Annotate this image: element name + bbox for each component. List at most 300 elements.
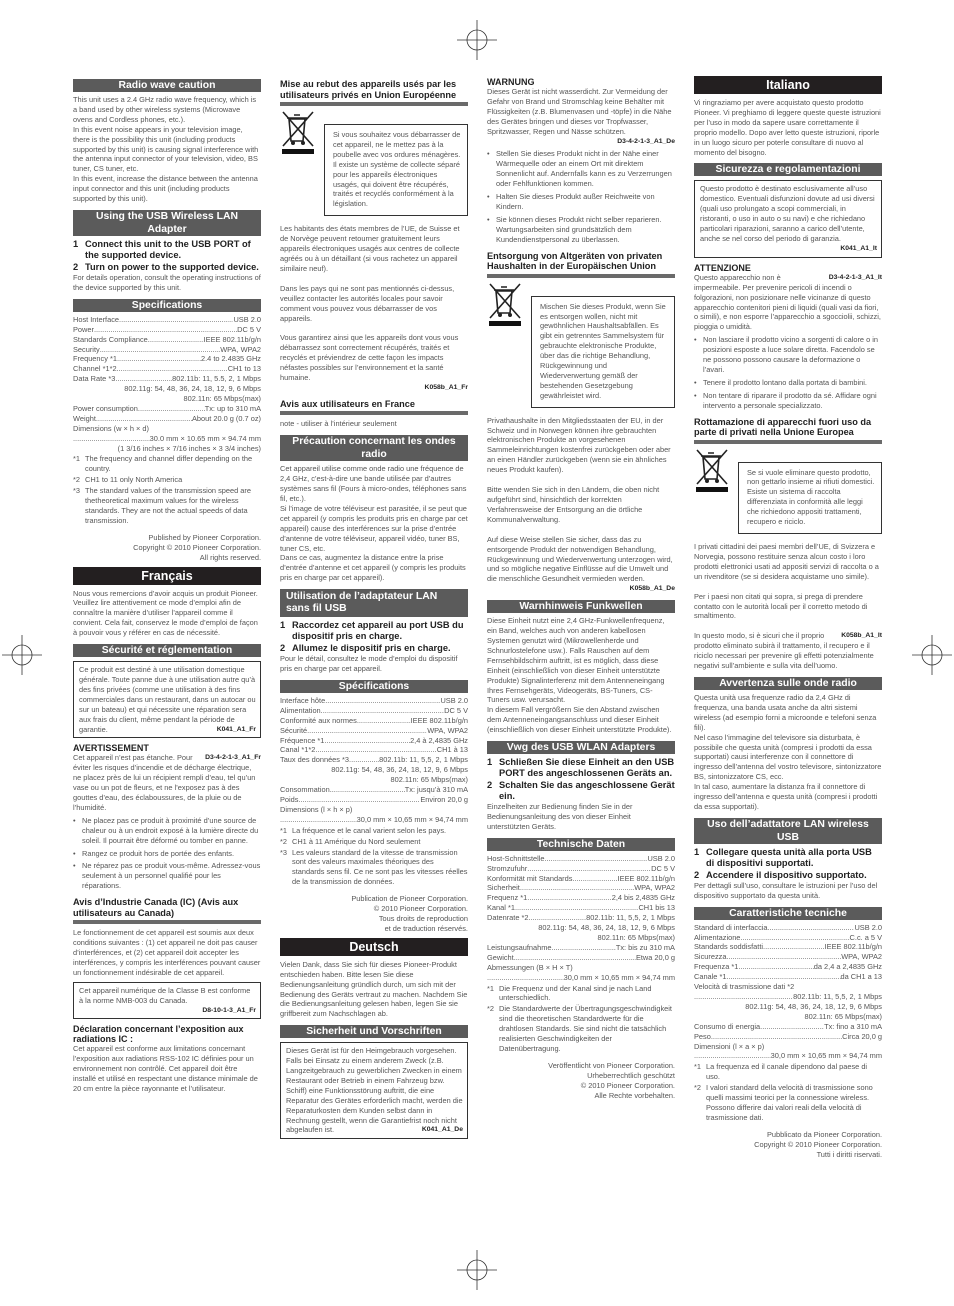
footnote: [487, 1004, 675, 1054]
spec-row: [694, 992, 882, 1002]
publisher-line: Publication de Pioneer Corporation.: [351, 894, 468, 904]
document-code: K058b_A1_De: [629, 585, 675, 593]
spec-row: [73, 354, 261, 364]
spec-leader: [794, 982, 882, 992]
paragraph-text: Vous garantirez ainsi que les appareils dont vous vous débarrassez sont correctement récupérés, traités et recyclés et préviendrez de cette façon les impacts néfastes possibles sur l’environnement et la santé humaine.: [280, 333, 459, 383]
paragraph-text: Nel caso l’immagine del televisore sia disturbata, è possibile che questa unità (compresi i prodotti da essa supportati) causi interferenze con il connettore di ingresso dell’antenna del vostro televisore, sintonizzatore BS, sintonizzatore CS, ecc.: [694, 732, 882, 782]
paragraph: [487, 87, 675, 146]
publisher-line: et de traduction réservés.: [384, 923, 468, 933]
bullet-text: Rangez ce produit hors de portée des enfants.: [82, 848, 235, 858]
spec-leader: [325, 696, 440, 706]
spec-leader: [357, 716, 411, 726]
spec-row: [280, 805, 468, 815]
bullet-text: Tenere il prodotto lontano dalla portata di bambini.: [703, 377, 867, 387]
spec-value: C.c. a 5 V: [849, 932, 882, 942]
instruction-step: [280, 643, 468, 654]
spec-leader: [694, 992, 793, 1002]
spec-value: WPA, WPA2: [634, 883, 675, 893]
spec-value-continued: 802.11g: 54, 48, 36, 24, 18, 12, 9, 6 Mbps: [124, 384, 261, 394]
spec-row: [694, 962, 882, 972]
spec-leader: [552, 943, 616, 953]
spec-value: Circa 20,0 g: [842, 1031, 882, 1041]
spec-leader: [115, 374, 172, 384]
paragraph: [73, 928, 261, 978]
spec-label: Stromzufuhr: [487, 863, 528, 873]
paragraph: [280, 654, 468, 674]
section-heading: Sicurezza e regolamentazioni: [694, 163, 882, 176]
spec-row: [694, 972, 882, 982]
paragraph: [694, 733, 882, 783]
bullet-icon: •: [694, 377, 697, 387]
spec-leader: [527, 893, 611, 903]
paragraph-text: Nous vous remercions d’avoir acquis un produit Pioneer. Veuillez lire attentivement ce mode d’emploi afin de connaître la manière d’utiliser l’appareil comme il convient. Cela fait, conservez le mode d’emploi de façon à pouvoir vous y référer en cas de nécessité.: [73, 588, 258, 638]
spec-leader: [726, 972, 840, 982]
paragraph-text: Pour le détail, consultez le mode d’emploi du dispositif pris en charge par cet appareil.: [280, 654, 458, 674]
bullet-icon: •: [73, 848, 76, 858]
spec-row: [487, 874, 675, 884]
spec-value: 802.11b: 11, 5,5, 2, 1 Mbps: [379, 755, 468, 765]
spec-label: Dimensioni (l × a × p): [694, 1041, 765, 1051]
instruction-step: [73, 239, 261, 261]
subsection-title: Mise au rebut des appareils usés par les utilisateurs privés en Union Européenne: [280, 79, 468, 106]
warning-label: WARNUNG: [487, 77, 535, 87]
footnote-text: I valori standard della velocità di trasmissione sono quelli massimi teorici per la connessione wireless. Possono differire dai valori reali della velocità di trasmissione dati.: [706, 1083, 873, 1122]
crossed-bin-icon: [280, 110, 316, 157]
spec-label: Taux des données *3: [280, 755, 350, 765]
bullet-item: [694, 378, 882, 388]
column-italian: [694, 73, 882, 1164]
spec-value: USB 2.0: [854, 922, 882, 932]
spec-label: Consumo di energia: [694, 1021, 761, 1031]
notice-text: Ce produit est destiné à une utilisation domestique générale. Toute panne due à une utilisation autre qu’à des fins privées (comme une utilisation à des fins commerciales dans un restaurant, dans un autocar ou sur un bateau) et qui nécessite une réparation sera aux frais du client, même pendant la période de garantie.: [79, 665, 256, 734]
notice-text: Dieses Gerät ist für den Heimgebrauch vorgesehen. Falls bei Einsatz zu einem anderem Zweck (z.B. Langzeitgebrauch zu gewerblichen Zwecken in einem Restaurant oder Betrieb in einem Fahrzeug bzw. Schiff) eine Funktionsstörung auftritt, die eine Reparatur des Gerätes erforderlich macht, werden die Reparaturkosten dem Kunden selbst dann in Rechnung gestellt, wenn die Garantiefrist noch nicht abgelaufen ist.: [286, 1046, 463, 1135]
spec-row: [280, 745, 468, 755]
spec-row: [73, 424, 261, 434]
spec-value: IEEE 802.11b/g/n: [410, 715, 468, 725]
section-heading: Utilisation de l’adaptateur LAN sans fil USB: [280, 589, 468, 617]
paragraph-text: This unit uses a 2.4 GHz radio wave frequency, which is a band used by other wireless systems (Microwave ovens and Cordless phones, etc.).: [73, 95, 257, 124]
spacer: [487, 525, 675, 535]
document-code: K058b_A1_Fr: [424, 383, 468, 391]
spec-row: [280, 785, 468, 795]
section-heading: Sécurité et réglementation: [73, 644, 261, 657]
bullet-item: [73, 816, 261, 846]
spec-value: CH1 bis 13: [638, 903, 675, 913]
spacer: [487, 475, 675, 485]
paragraph: [694, 782, 882, 812]
spec-value: 2,4 bis 2,4835 GHz: [611, 893, 675, 903]
spec-row: [73, 364, 261, 374]
spec-label: Power: [73, 324, 94, 334]
spec-leader: [94, 325, 237, 335]
spec-value: USB 2.0: [233, 314, 261, 324]
spec-row: [487, 893, 675, 903]
paragraph: [487, 802, 675, 832]
spec-row: [694, 942, 882, 952]
bullet-item: [694, 335, 882, 375]
spec-value: 30.0 mm × 10.65 mm × 94.74 mm: [149, 433, 261, 443]
paragraph: [487, 616, 675, 705]
publisher-line: Pubblicato da Pioneer Corporation.: [766, 1129, 882, 1139]
step-number: 2: [694, 869, 700, 880]
spec-row: [73, 404, 261, 414]
instruction-step: [487, 780, 675, 802]
weee-text: Mischen Sie dieses Produkt, wenn Sie es entsorgen wollen, nicht mit gewöhnlichen Haushaltsabfällen. Es gibt ein getrenntes Sammelsystem für gebrauchte elektronische Produkte, über das die richtige Behandlung, Rückgewinnung und Wiederverwertung gemäß der bestehenden Gesetzgebung gewährleistet wird.: [540, 301, 666, 400]
footnote-mark: *3: [73, 486, 80, 496]
spec-value: USB 2.0: [647, 853, 675, 863]
notice-text: Cet appareil numérique de la Classe B est conforme à la norme NMB-003 du Canada.: [79, 985, 251, 1005]
column-english-french: [73, 73, 261, 1094]
spec-row: [280, 815, 468, 825]
spec-row: [280, 736, 468, 746]
weee-text: Se si vuole eliminare questo prodotto, non gettarlo insieme ai rifiuti domestici. Esiste un sistema di raccolta differenziata in conformità alle leggi che richiedono appositi trattamenti, recupero e riciclo.: [747, 467, 875, 527]
paragraph: [73, 273, 261, 293]
spec-leader: [763, 942, 825, 952]
spec-value: DC 5 V: [237, 324, 261, 334]
spacer: [694, 582, 882, 592]
spec-leader: [694, 1051, 771, 1061]
spec-value: IEEE 802.11b/g/n: [203, 334, 261, 344]
bullet-item: [487, 149, 675, 189]
spec-value: WPA, WPA2: [841, 952, 882, 962]
spec-leader: [307, 726, 427, 736]
spec-leader: [321, 706, 445, 716]
spec-label: Standard di interfaccia: [694, 922, 768, 932]
weee-box: [738, 462, 882, 534]
spec-value: Tx: bis zu 310 mA: [615, 942, 675, 952]
section-heading: Specifications: [73, 299, 261, 312]
paragraph-text: Vielen Dank, dass Sie sich für dieses Pioneer-Produkt entschieden haben. Bitte lesen Sie diese Bedienungsanleitung gründlich durch, um sich mit der Bedienung des Geräts vertraut zu machen. Nachdem Sie die Bedienungsanleitung gelesen haben, legen Sie sie griffbereit zum Nachschlagen ab.: [280, 959, 468, 1019]
spec-row: [487, 973, 675, 983]
document-code: D8-10-1-3_A1_Fr: [202, 1006, 256, 1014]
publisher-info: [694, 1130, 882, 1160]
spec-value: 2.4 to 2.4835 GHz: [201, 354, 261, 364]
document-code: D3-4-2-1-3_A1_De: [617, 137, 675, 145]
paragraph: [73, 125, 261, 175]
bullet-icon: •: [694, 390, 697, 400]
spec-label: Frequenz *1: [487, 893, 528, 903]
paragraph-text: note - utiliser à l’intérieur seulement: [280, 419, 397, 429]
paragraph: [73, 753, 261, 812]
paragraph-text: Privathaushalte in den Mitgliedsstaaten der EU, in der Schweiz und in Norwegen können ihre gebrauchten elektronischen Produkte an vorgesehenen Sammeleinrichtungen kostenfrei zurückgeben oder aber an einen Händler zurückgeben (wenn sie ein ähnliches neues Produkt kaufen).: [487, 415, 671, 475]
step-number: 1: [280, 620, 286, 631]
step-number: 2: [73, 261, 79, 272]
section-heading: Caratteristiche tecniche: [694, 907, 882, 920]
spec-leader: [96, 414, 192, 424]
subsection-title: Avis d’Industrie Canada (IC) (Avis aux utilisateurs au Canada): [73, 897, 261, 924]
spec-value: WPA, WPA2: [427, 725, 468, 735]
section-heading: Précaution concernant les ondes radio: [280, 435, 468, 461]
footnote-text: CH1 to 11 only North America: [85, 475, 183, 485]
spec-value: DC 5 V: [651, 863, 675, 873]
spec-label: Channel *1*2: [73, 364, 117, 374]
bullet-item: [487, 192, 675, 212]
paragraph-text: In this event noise appears in your television image, there is the possibility this unit (including products supported by this unit) is causing signal interference with the antenna input connector of your television, video, BS tuner, CS tuner, etc.: [73, 124, 259, 174]
spec-value: da 2,4 a 2,4835 GHz: [813, 962, 882, 972]
footnote: [694, 1083, 882, 1123]
spec-value: 30,0 mm × 10,65 mm × 94,74 mm: [356, 814, 468, 824]
spec-value-continued: 802.11n: 65 Mbps(max): [390, 775, 468, 785]
spec-value: IEEE 802.11b/g/n: [824, 942, 882, 952]
paragraph-text: Vi ringraziamo per avere acquistato questo prodotto Pioneer. Vi preghiamo di leggere queste queste istruzioni per l’uso in modo da sapere usare correttamente il proprio modello. Dopo aver letto queste istruzioni, riporle in un luogo sicuro per poterle consultare di nuovo al momento del bisogno.: [694, 98, 881, 157]
spec-label: Konformität mit Standards: [487, 873, 573, 883]
spec-label: Interface hôte: [280, 695, 326, 705]
paragraph-text: Les habitants des états membres de l’UE, de Suisse et de Norvège peuvent retourner gratuitement leurs appareils électroniques usagés aux centres de collecte agréés ou à un détaillant (si vous rachetez un appareil similaire neuf).: [280, 224, 460, 273]
paragraph-text: In this event, increase the distance between the antenna input connector and this unit (including products supported by this unit).: [73, 174, 258, 204]
crop-mark-icon: [2, 635, 42, 675]
instruction-step: [694, 847, 882, 869]
spec-label: Abmessungen (B × H × T): [487, 962, 573, 972]
footnote-mark: *1: [73, 454, 80, 464]
step-text: Connect this unit to the USB PORT of the supported device.: [85, 238, 251, 260]
footnote: [280, 848, 468, 888]
footnote-text: La fréquence et le canal varient selon les pays.: [292, 825, 447, 835]
spec-row: [694, 923, 882, 933]
paragraph-text: In diesem Fall vergrößern Sie den Abstand zwischen dem Antenneneingangsanschluss und dieser Einheit (einschließlich von dieser Einheit unterstützte Produkte).: [487, 705, 672, 735]
paragraph: [280, 504, 468, 554]
spec-leader: [100, 345, 221, 355]
section-heading: Vwg des USB WLAN Adapters: [487, 741, 675, 754]
paragraph-text: Si l’image de votre téléviseur est parasitée, il se peut que cet appareil (y compris les produits pris en charge par cet appareil) cause des interférences sur la prise d’entrée d’antenne de votre téléviseur, appareil vidéo, tuner BS, tuner CS, etc.: [280, 503, 468, 553]
spec-label: Weight: [73, 413, 96, 423]
spec-label: Standards soddisfatti: [694, 942, 764, 952]
paragraph: [694, 592, 882, 622]
publisher-line: © 2010 Pioneer Corporation.: [580, 1080, 675, 1090]
spec-label: Poids: [280, 795, 299, 804]
paragraph: [694, 273, 882, 332]
language-heading: Italiano: [694, 76, 882, 94]
crossed-bin-icon: [487, 282, 523, 329]
spec-value: DC 5 V: [444, 705, 468, 715]
spec-value: About 20.0 g (0.7 oz): [191, 413, 261, 423]
publisher-line: Veröffentlicht von Pioneer Corporation.: [548, 1060, 675, 1070]
document-code: K058b_A1_It: [841, 632, 882, 640]
notice-box: [280, 1042, 468, 1139]
publisher-info: [280, 894, 468, 934]
spec-value: Tx: up to 310 mA: [204, 403, 261, 413]
step-text: Turn on power to the supported device.: [85, 261, 259, 272]
section-heading: Using the USB Wireless LAN Adapter: [73, 210, 261, 236]
paragraph: [280, 464, 468, 504]
spec-value: Etwa 20,0 g: [635, 952, 675, 962]
spec-leader: [527, 864, 651, 874]
crop-mark-icon: [912, 635, 952, 675]
notice-box: [73, 982, 261, 1020]
spec-row: [280, 795, 468, 805]
footnote-mark: *3: [280, 847, 287, 857]
spec-row: [694, 1051, 882, 1061]
crop-mark-icon: [457, 20, 497, 60]
step-text: Schließen Sie diese Einheit an den USB PORT des angeschlossenen Geräts an.: [499, 757, 675, 779]
bullet-icon: •: [487, 214, 490, 224]
notice-box: [694, 180, 882, 257]
spec-label: Power consumption: [73, 403, 138, 413]
section-heading: Technische Daten: [487, 838, 675, 851]
bullet-text: Non tentare di riparare il prodotto da sé. Affidare ogni intervento a personale specializzato.: [703, 390, 877, 410]
crossed-bin-icon: [694, 448, 730, 495]
section-heading: Spécifications: [280, 680, 468, 693]
spec-label: Data Rate *3: [73, 374, 116, 384]
spec-leader: [529, 913, 587, 923]
paragraph-text: For details operation, consult the operating instructions of the device supported by this unit.: [73, 272, 261, 292]
document-code: K041_A1_It: [840, 244, 877, 252]
spec-leader: [299, 795, 421, 805]
spec-row: [73, 414, 261, 424]
bullet-icon: •: [73, 861, 76, 871]
weee-notice: [694, 448, 882, 534]
bullet-item: [694, 391, 882, 411]
spec-value: CH1 à 13: [436, 745, 468, 755]
spec-label: Alimentation: [280, 705, 321, 715]
paragraph-text: Bitte wenden Sie sich in den Ländern, die oben nicht aufgeführt sind, hinsichtlich der korrekten Verfahrensweise der Entsorgung an die örtliche Kommunalverwaltung.: [487, 485, 660, 524]
step-text: Allumez le dispositif pris en charge.: [292, 643, 451, 654]
footnote: [280, 826, 468, 836]
column-french-german: [280, 73, 468, 1144]
footnote-text: Die Frequenz und der Kanal sind je nach Land unterschiedlich.: [499, 983, 652, 1003]
spec-value: WPA, WPA2: [220, 344, 261, 354]
section-heading: Radio wave caution: [73, 79, 261, 92]
spec-label: Velocità di trasmissione dati *2: [694, 982, 795, 992]
spec-leader: [711, 1032, 842, 1042]
paragraph-text: Per dettagli sull’uso, consultare le istruzioni per l’uso del dispositivo supportato da questa unità.: [694, 880, 878, 900]
bullet-icon: •: [73, 815, 76, 825]
paragraph-text: Dans les pays qui ne sont pas mentionnés ci-dessus, veuillez contacter les autorités locales pour savoir comment vous pouvez vous débarrasser de vos appareils.: [280, 283, 455, 323]
bullet-item: [487, 215, 675, 245]
publisher-line: All rights reserved.: [199, 552, 261, 562]
footnote-text: Die Standardwerte der Übertragungsgeschwindigkeit sind die theoretischen Standardwerte für die drahtlosen Standards. Sie sind nicht die tatsächlich realisierten Geschwindigkeiten der Datenübertragung.: [499, 1004, 672, 1053]
instruction-step: [73, 262, 261, 273]
footnote: [73, 454, 261, 474]
step-text: Accendere il dispositivo supportato.: [706, 869, 867, 880]
spec-leader: [726, 952, 841, 962]
publisher-line: Published by Pioneer Corporation.: [148, 532, 261, 542]
spec-value-continued: 802.11g: 54, 48, 36, 24, 18, 12, 9, 6 Mbps: [331, 765, 468, 775]
spec-row: [487, 864, 675, 874]
spec-value: CH1 to 13: [227, 364, 261, 374]
footnote-mark: *2: [694, 1083, 701, 1093]
paragraph-text: Diese Einheit nutzt eine 2,4 GHz-Funkwellenfrequenz, ein Band, welches auch von anderen kabellosen Systemen genutzt wird (Mikrowellenherde und Schnurlostelefone usw.). Falls Rauschen auf dem Fernsehbildschirm auftritt, ist es möglich, dass diese Einheit (einschließlich von dieser Einheit unterstützte Produkte) Signalinterferenz mit dem Antenneneingang Ihres Fernsehgeräts, Videogeräts, BS-Tuners, CS-Tuners usw. verursacht.: [487, 616, 665, 705]
paragraph: [487, 535, 675, 594]
spec-leader: [149, 424, 261, 434]
paragraph-text: Questo apparecchio non è impermeabile. Per prevenire pericoli di incendi o folgorazioni, non posizionare nelle vicinanze di questo apparecchio contenitori pieni di liquidi (quali vasi da fiori, o simili), e non esporre l’apparecchio a sgocciolii, schizzi, pioggia o umidità.: [694, 272, 881, 332]
footnote: [280, 837, 468, 847]
spec-leader: [740, 933, 849, 943]
step-number: 2: [280, 643, 286, 654]
spec-row: [73, 315, 261, 325]
paragraph: [487, 416, 675, 475]
spec-label: Sicurezza: [694, 952, 727, 962]
subsection-title: Rottamazione di apparecchi fuori uso da parte di privati nella Unione Europea: [694, 417, 882, 444]
spec-leader: [764, 1042, 882, 1052]
spec-label: Host-Schnittstelle: [487, 853, 545, 863]
spacer: [280, 323, 468, 333]
bullet-item: [73, 849, 261, 859]
paragraph: [73, 589, 261, 639]
spec-row: [280, 726, 468, 736]
spec-row: [487, 963, 675, 973]
spec-row: [73, 345, 261, 355]
spec-value-continued: 802.11g: 54, 48, 36, 24, 18, 12, 9, 6 Mbps: [745, 1001, 882, 1011]
spec-value: da CH1 a 13: [840, 972, 882, 982]
spec-label: Fréquence *1: [280, 735, 325, 745]
section-heading: Sicherheit und Vorschriften: [280, 1025, 468, 1038]
spec-row: [487, 913, 675, 923]
step-number: 1: [73, 238, 79, 249]
paragraph-text: Dieses Gerät ist nicht wasserdicht. Zur Vermeidung der Gefahr von Brand und Stromschlag keine Behälter mit Flüssigkeiten (z.B. Blumenvasen und -töpfe) in die Nähe des Gerätes bringen und dieses vor Tropfwasser, Spritzwasser, Regen und Nässe schützen.: [487, 87, 672, 136]
warning-label: Déclaration concernant l’exposition aux radiations IC :: [73, 1024, 244, 1045]
bullet-item: [73, 861, 261, 891]
paragraph: [280, 419, 468, 429]
spec-leader: [515, 903, 638, 913]
publisher-line: Tous droits de reproduction: [378, 913, 468, 923]
spec-row: [73, 335, 261, 345]
spec-value: Tx: jusqu’à 310 mA: [404, 785, 468, 795]
crop-mark-icon: [457, 1250, 497, 1290]
spec-leader: [280, 815, 357, 825]
footnote-mark: *2: [73, 475, 80, 485]
spec-row: [694, 952, 882, 962]
spec-row: [694, 982, 882, 992]
spec-leader: [520, 883, 634, 893]
paragraph: [694, 631, 882, 671]
footnote-text: CH1 à 11 Amérique du Nord seulement: [292, 836, 421, 846]
publisher-line: Alle Rechte vorbehalten.: [594, 1090, 675, 1100]
spec-value: 2,4 à 2,4835 GHz: [410, 735, 468, 745]
weee-notice: [280, 110, 468, 216]
step-number: 1: [694, 846, 700, 857]
footnote-mark: *1: [487, 983, 494, 993]
spec-leader: [138, 404, 205, 414]
paragraph-text: Cet appareil est conforme aux limitations concernant l’exposition aux radiations RSS-102 IC définies pour un environnement non contrôlé. Cet appareil doit être installé et utilisé en respectant une distance minimale de 20 cm entre la pièce rayonnante et l’utilisateur.: [73, 1044, 258, 1094]
subsection-title: Avis aux utilisateurs en France: [280, 399, 468, 416]
spec-value: USB 2.0: [440, 695, 468, 705]
paragraph-text: Auf diese Weise stellen Sie sicher, dass das zu entsorgende Produkt der notwendigen Behandlung, Rückgewinnung und Wiederverwertung unterzogen wird, und so mögliche negative Einflüsse auf die Umwelt und die menschliche Gesundheit vermieden werden.: [487, 534, 673, 584]
spec-value-continued: 802.11n: 65 Mbps(max): [597, 933, 675, 942]
warning-label: AVERTISSEMENT: [73, 743, 149, 754]
bullet-icon: •: [487, 192, 490, 202]
spec-label: Canale *1: [694, 972, 727, 982]
footnote-text: The frequency and channel differ depending on the country.: [85, 454, 253, 474]
spec-label: Datenrate *2: [487, 913, 529, 923]
document-code: K041_A1_De: [421, 1126, 463, 1134]
spec-row: [487, 903, 675, 913]
step-text: Schalten Sie das angeschlossene Gerät ein.: [499, 780, 675, 802]
paragraph: [73, 174, 261, 204]
spec-label: Consommation: [280, 785, 330, 795]
language-heading: Français: [73, 567, 261, 585]
spec-row: [487, 953, 675, 963]
footnote-mark: *1: [280, 825, 287, 835]
spec-leader: [119, 315, 233, 325]
step-text: Collegare questa unità alla porta USB di dispositivi supportati.: [706, 846, 872, 868]
spec-leader: [514, 953, 636, 963]
spec-label: Canal *1*2: [280, 745, 316, 755]
spec-leader: [760, 1022, 824, 1032]
spec-leader: [487, 973, 564, 983]
footnote: [73, 475, 261, 485]
publisher-info: [73, 533, 261, 563]
weee-box: [324, 124, 468, 216]
spec-label: Frequenza *1: [694, 962, 739, 972]
paragraph: [487, 485, 675, 525]
spec-row: [694, 1032, 882, 1042]
spacer: [694, 621, 882, 631]
paragraph-text: In tal caso, aumentare la distanza fra il connettore di ingresso dell’antenna e questa unità (compresi i prodotti da essa supportati).: [694, 782, 878, 811]
instruction-step: [694, 870, 882, 881]
spec-label: Dimensions (w × h × d): [73, 423, 149, 433]
spec-leader: [545, 854, 648, 864]
spec-value-continued: 802.11n: 65 Mbps(max): [183, 394, 261, 404]
